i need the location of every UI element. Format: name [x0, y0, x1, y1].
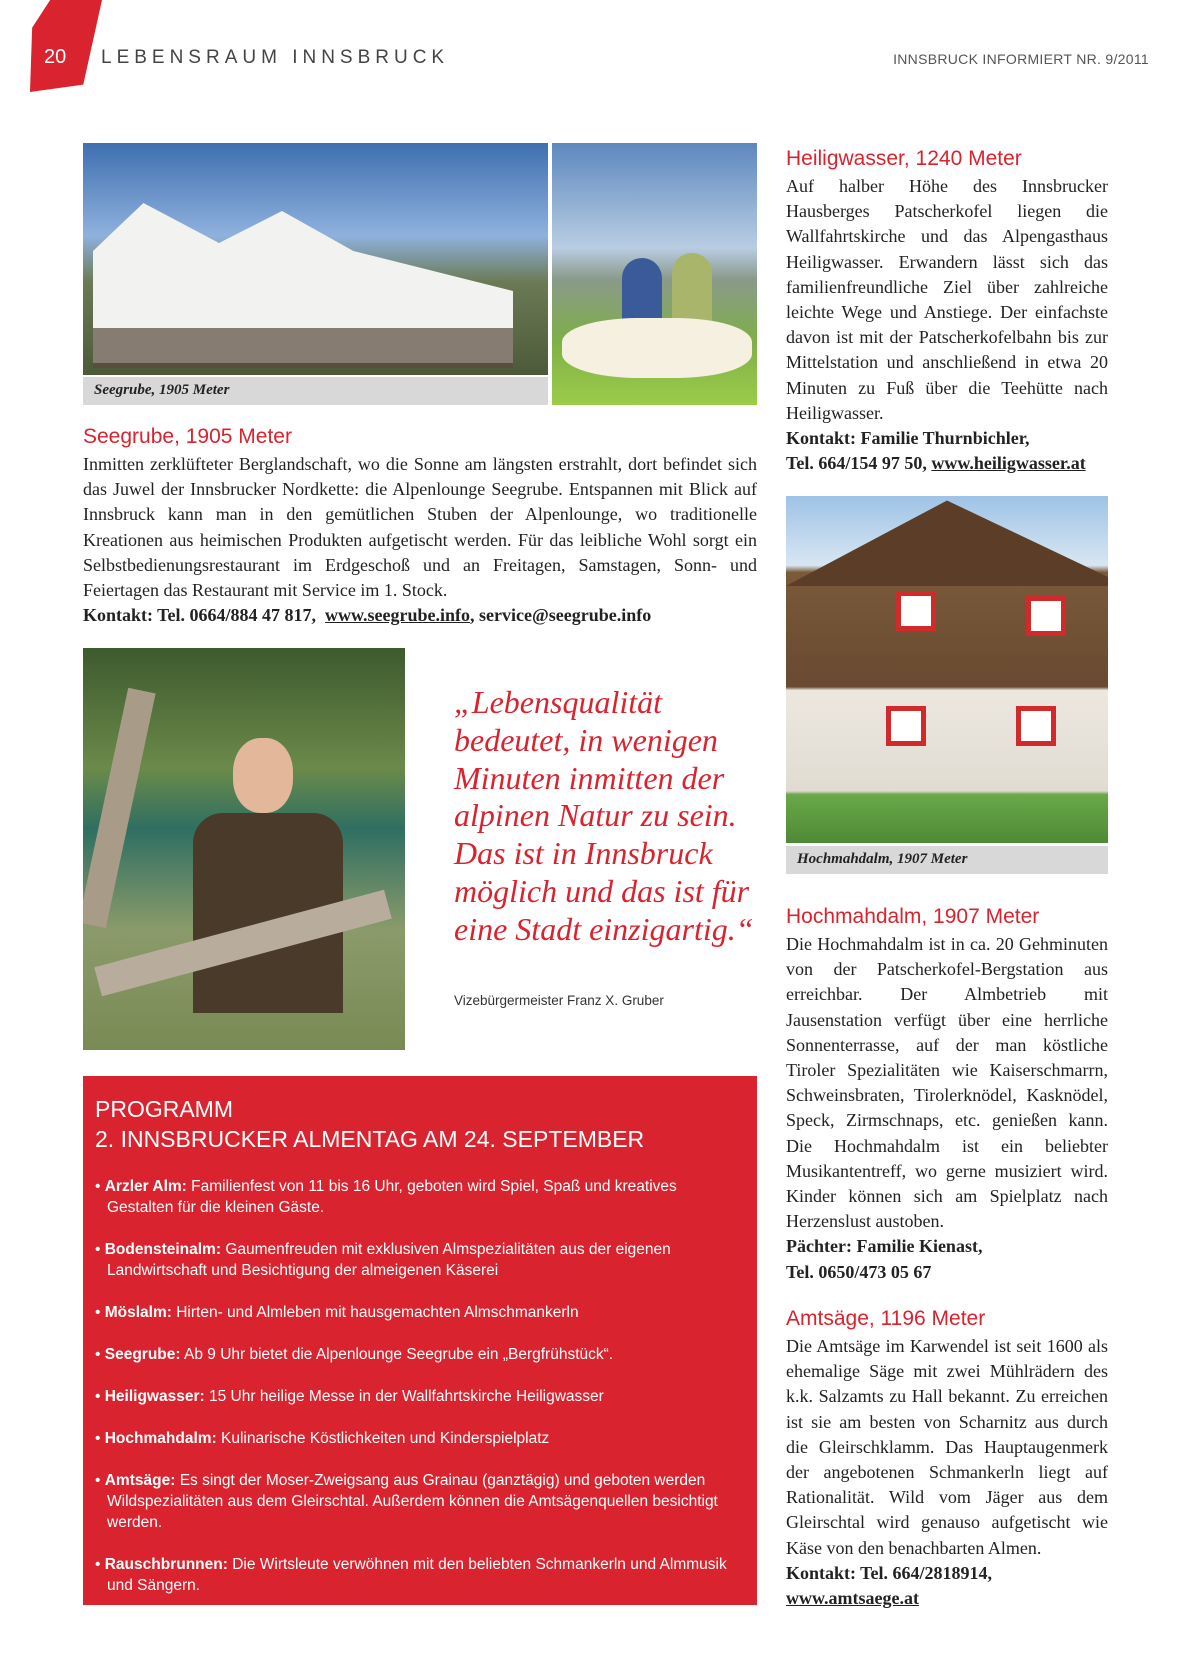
hochmahdalm-heading: Hochmahdalm, 1907 Meter	[786, 905, 1040, 928]
hochmahdalm-phone: Tel. 0650/473 05 67	[786, 1261, 932, 1282]
program-item-name: Möslalm:	[104, 1304, 172, 1321]
seegrube-heading: Seegrube, 1905 Meter	[83, 425, 292, 448]
program-item-name: Arzler Alm:	[104, 1178, 187, 1195]
terrace-photo	[552, 143, 757, 405]
program-item: • Rauschbrunnen: Die Wirtsleute verwöhnen mit den beliebten Schmankerln und Almmusik und Sängern.	[95, 1556, 727, 1594]
seegrube-photo-caption: Seegrube, 1905 Meter	[83, 377, 548, 405]
heiligwasser-website-link[interactable]: www.heiligwasser.at	[931, 453, 1086, 474]
heiligwasser-contact: Kontakt: Familie Thurnbichler,	[786, 428, 1030, 449]
program-item-name: Seegrube:	[104, 1346, 181, 1363]
seegrube-email[interactable]: , service@seegrube.info	[470, 605, 652, 626]
program-item-text: Die Wirtsleute verwöhnen mit den beliebten Schmankerln und Almmusik und Sängern.	[107, 1556, 727, 1594]
hochmahdalm-body: Die Hochmahdalm ist in ca. 20 Gehminuten von der Patscherkofel-Bergstation aus erreichbar. Der Almbetrieb mit Jausenstation verfügt über eine herrliche Sonnenterrasse, auf der man köstliche Tiroler Spezialitäten wie Kaiserschmarrn, Schweinsbraten, Tirolerknödel, Kasknödel, Speck, Zirmschnaps, etc. genießen kann. Die Hochmahdalm ist ein beliebter Musikantentreff, wo gerne musiziert wird. Kinder können sich am Spielplatz nach Herzenslust austoben.	[786, 934, 1108, 1232]
seegrube-body: Inmitten zerklüfteter Berglandschaft, wo die Sonne am längsten erstrahlt, dort befindet sich das Juwel der Innsbrucker Nordkette: die Alpenlounge Seegrube. Entspannen mit Blick auf Innsbruck kann man in den gemütlichen Stuben der Alpenlounge, wo traditionelle Kreationen aus heimischen Produkten aufgetischt werden. Für das leibliche Wohl sorgt ein Selbstbedienungsrestaurant im Erdgeschoß und an Freitagen, Samstagen, Sonn- und Feiertagen das Restaurant mit Service im 1. Stock.	[83, 454, 757, 601]
program-item: • Seegrube: Ab 9 Uhr bietet die Alpenlounge Seegrube ein „Bergfrühstück“.	[95, 1346, 614, 1363]
program-item: • Arzler Alm: Familienfest von 11 bis 16 Uhr, geboten wird Spiel, Spaß und kreatives Gestalten für die kleinen Gäste.	[95, 1178, 677, 1216]
program-item-text: Es singt der Moser-Zweigsang aus Grainau (ganztägig) und geboten werden Wildspezialitäten aus dem Gleirschtal. Außerdem können die Amtsägenquellen besichtigt werden.	[107, 1472, 718, 1531]
amtsaege-contact: Kontakt: Tel. 664/2818914,	[786, 1562, 993, 1583]
hochmahdalm-photo-caption: Hochmahdalm, 1907 Meter	[786, 846, 1108, 874]
amtsaege-heading: Amtsäge, 1196 Meter	[786, 1307, 986, 1330]
amtsaege-text	[786, 1334, 1108, 1611]
heiligwasser-heading: Heiligwasser, 1240 Meter	[786, 147, 1022, 170]
hochmahdalm-text	[786, 932, 1108, 1285]
quote-attribution: Vizebürgermeister Franz X. Gruber	[454, 993, 664, 1008]
program-title: PROGRAMM	[95, 1096, 233, 1122]
seegrube-contact: Kontakt: Tel. 0664/884 47 817,	[83, 605, 317, 626]
heiligwasser-body: Auf halber Höhe des Innsbrucker Hausberges Patscherkofel liegen die Wallfahrtskirche und das Alpengasthaus Heiligwasser. Erwandern lässt sich das familienfreundliche Ziel über zahlreiche leichte Wege und Anstiege. Der einfachste davon ist mit der Patscherkofelbahn bis zur Mittelstation und anschließend in etwa 20 Minuten zu Fuß über die Teehütte nach Heiligwasser.	[786, 176, 1108, 423]
amtsaege-body: Die Amtsäge im Karwendel ist seit 1600 als ehemalige Säge mit zwei Mühlrädern des k.k. Salzamts zu Hall bekannt. Zu erreichen ist sie am besten von Scharnitz aus durch die Gleirschklamm. Das Hauptaugenmerk der angebotenen Schmankerln liegt auf Rationalität. Wild vom Jäger aus dem Gleirschtal wird genauso aufgetischt wie Käse von den benachbarten Almen.	[786, 1336, 1108, 1558]
program-item-name: Hochmahdalm:	[104, 1430, 217, 1447]
hochmahdalm-contact: Pächter: Familie Kienast,	[786, 1236, 983, 1257]
vice-mayor-photo	[83, 648, 405, 1050]
program-item: • Heiligwasser: 15 Uhr heilige Messe in der Wallfahrtskirche Heiligwasser	[95, 1388, 604, 1405]
program-item-name: Rauschbrunnen:	[104, 1556, 228, 1573]
program-item: • Amtsäge: Es singt der Moser-Zweigsang aus Grainau (ganztägig) und geboten werden Wildspezialitäten aus dem Gleirschtal. Außerdem können die Amtsägenquellen besichtigt werden.	[95, 1472, 718, 1531]
amtsaege-website-link[interactable]: www.amtsaege.at	[786, 1588, 919, 1609]
program-item-text: Gaumenfreuden mit exklusiven Almspezialitäten aus der eigenen Landwirtschaft und Besichtigung der almeigenen Käserei	[107, 1241, 671, 1279]
program-item: • Bodensteinalm: Gaumenfreuden mit exklusiven Almspezialitäten aus der eigenen Landwirtschaft und Besichtigung der almeigenen Käserei	[95, 1241, 671, 1279]
heiligwasser-text	[786, 174, 1108, 476]
program-item-text: Ab 9 Uhr bietet die Alpenlounge Seegrube ein „Bergfrühstück“.	[184, 1346, 614, 1363]
program-item-text: Kulinarische Köstlichkeiten und Kinderspielplatz	[221, 1430, 550, 1447]
program-item-text: 15 Uhr heilige Messe in der Wallfahrtskirche Heiligwasser	[208, 1388, 604, 1405]
program-subtitle: 2. INNSBRUCKER ALMENTAG AM 24. SEPTEMBER	[95, 1126, 645, 1152]
heiligwasser-phone: Tel. 664/154 97 50,	[786, 453, 932, 474]
pull-quote: „Lebensqualität bedeutet, in wenigen Minuten inmitten der alpinen Natur zu sein. Das ist in Innsbruck möglich und das ist für eine Stadt einzigartig.“	[454, 684, 754, 947]
hochmahdalm-photo	[786, 496, 1108, 843]
issue-label: INNSBRUCK INFORMIERT NR. 9/2011	[893, 51, 1149, 67]
seegrube-text	[83, 452, 757, 628]
seegrube-website-link[interactable]: www.seegrube.info	[325, 605, 471, 626]
seegrube-photo	[83, 143, 548, 375]
program-item: • Möslalm: Hirten- und Almleben mit hausgemachten Almschmankerln	[95, 1304, 579, 1321]
program-item-name: Bodensteinalm:	[104, 1241, 221, 1258]
page-number: 20	[44, 46, 67, 68]
section-title: LEBENSRAUM INNSBRUCK	[101, 47, 450, 68]
program-item-text: Familienfest von 11 bis 16 Uhr, geboten wird Spiel, Spaß und kreatives Gestalten für die kleinen Gäste.	[107, 1178, 677, 1216]
program-item: • Hochmahdalm: Kulinarische Köstlichkeiten und Kinderspielplatz	[95, 1430, 550, 1447]
program-item-text: Hirten- und Almleben mit hausgemachten Almschmankerln	[176, 1304, 579, 1321]
program-box	[83, 1076, 757, 1605]
program-item-name: Amtsäge:	[104, 1472, 176, 1489]
program-list	[95, 1176, 745, 1596]
program-item-name: Heiligwasser:	[104, 1388, 205, 1405]
